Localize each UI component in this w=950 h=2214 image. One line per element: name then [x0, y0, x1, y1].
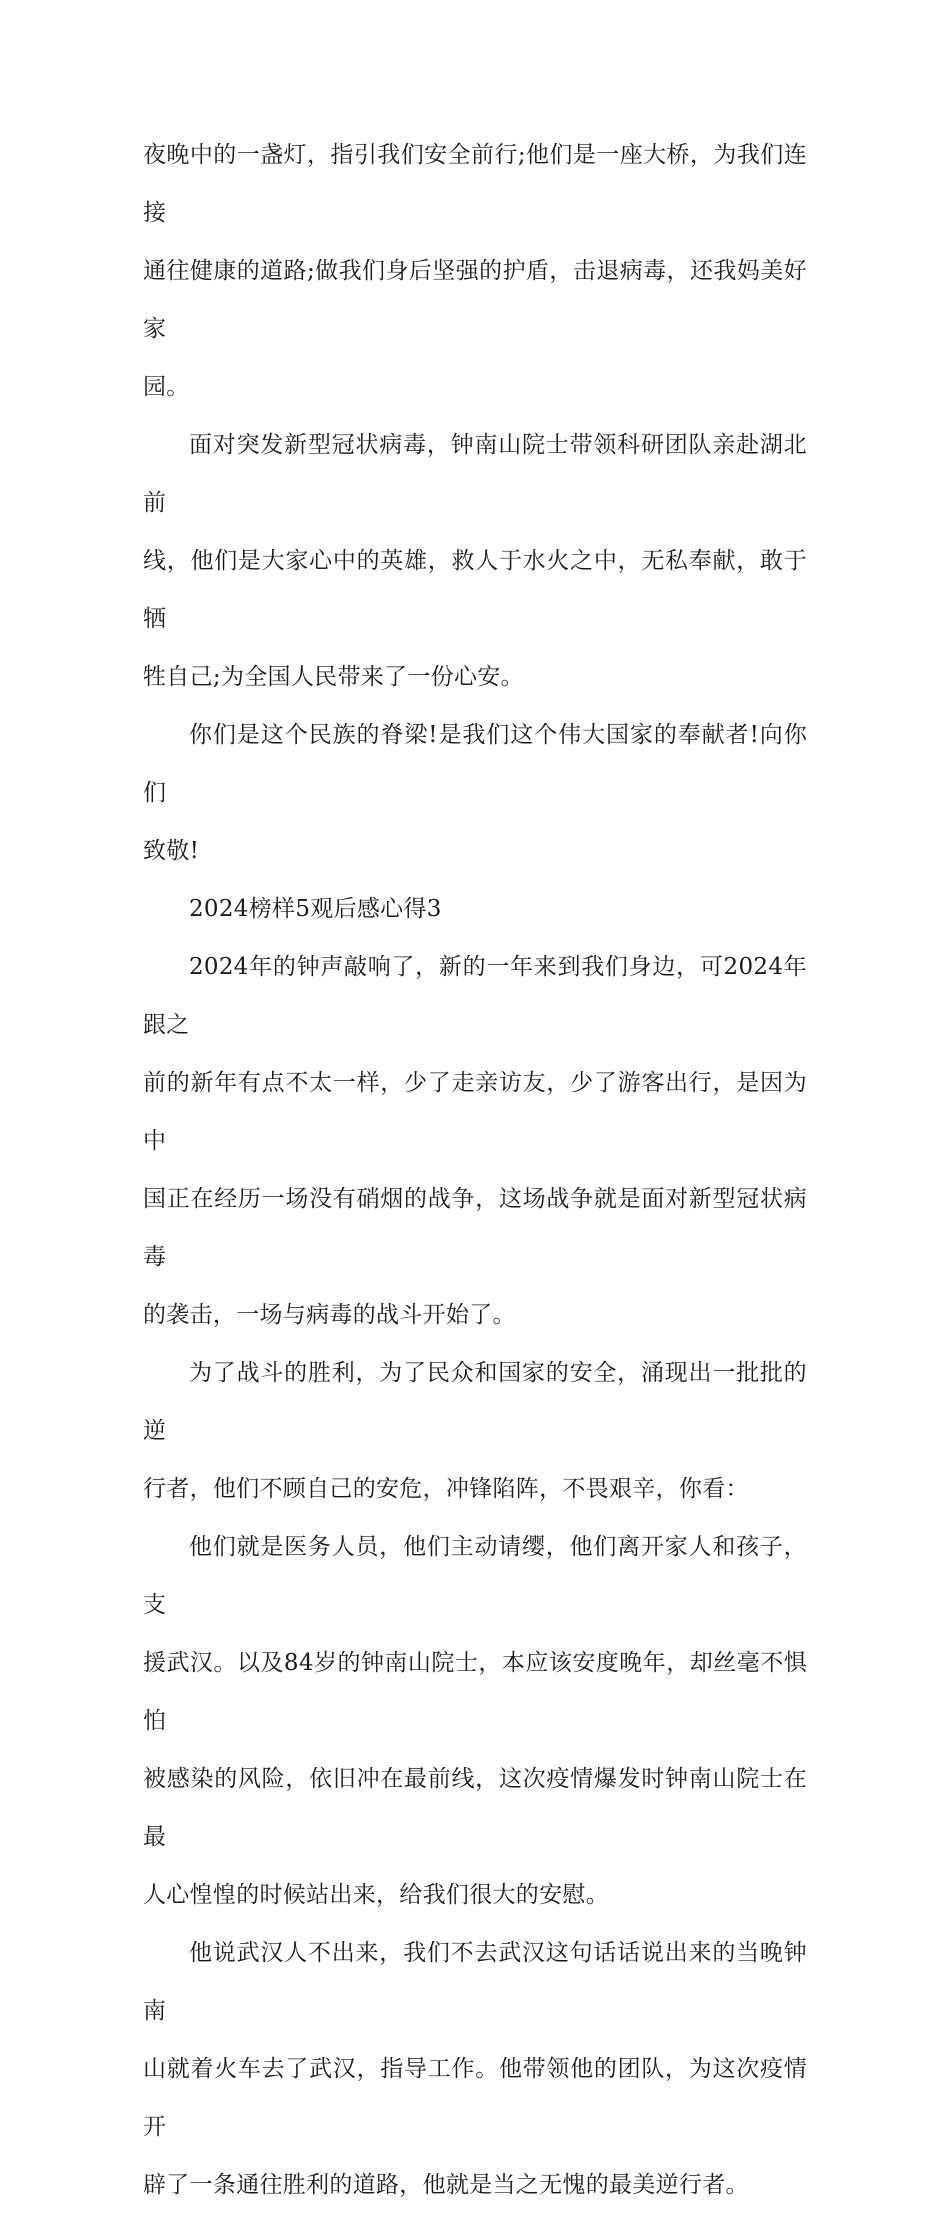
paragraph: [143, 938, 807, 1344]
text-line: 前的新年有点不太一样，少了走亲访友，少了游客出行，是因为中: [143, 1070, 807, 1154]
text-line: 的袭击，一场与病毒的战斗开始了。: [143, 1302, 516, 1328]
paragraph: [143, 1518, 807, 1924]
text-line: 2024榜样5观后感心得3: [189, 896, 442, 922]
text-line: 国正在经历一场没有硝烟的战争，这场战争就是面对新型冠状病毒: [143, 1186, 807, 1270]
text-line: 面对突发新型冠状病毒，钟南山院士带领科研团队亲赴湖北前: [143, 432, 807, 516]
text-line: 为了战斗的胜利，为了民众和国家的安全，涌现出一批批的逆: [143, 1360, 807, 1444]
text-line: 致敬!: [143, 838, 200, 864]
text-line: 牲自己;为全国人民带来了一份心安。: [143, 664, 524, 690]
text-line: 线，他们是大家心中的英雄，救人于水火之中，无私奉献，敢于牺: [143, 548, 807, 632]
text-line: 他们就是医务人员，他们主动请缨，他们离开家人和孩子，支: [143, 1534, 807, 1618]
text-line: 通往健康的道路;做我们身后坚强的护盾，击退病毒，还我妈美好家: [143, 258, 807, 342]
paragraph: [143, 880, 807, 938]
text-line: 被感染的风险，依旧冲在最前线，这次疫情爆发时钟南山院士在最: [143, 1766, 807, 1850]
text-line: 辟了一条通往胜利的道路，他就是当之无愧的最美逆行者。: [143, 2172, 749, 2198]
text-line: 他说武汉人不出来，我们不去武汉这句话话说出来的当晚钟南: [143, 1940, 807, 2024]
document-body: [143, 126, 807, 2214]
text-line: 人心惶惶的时候站出来，给我们很大的安慰。: [143, 1882, 609, 1908]
paragraph: [143, 706, 807, 880]
text-line: 行者，他们不顾自己的安危，冲锋陷阵，不畏艰辛，你看：: [143, 1476, 749, 1502]
paragraph: [143, 126, 807, 416]
paragraph: [143, 1344, 807, 1518]
text-line: 你们是这个民族的脊梁!是我们这个伟大国家的奉献者!向你们: [143, 722, 807, 806]
text-line: 援武汉。以及84岁的钟南山院士，本应该安度晚年，却丝毫不惧怕: [143, 1650, 807, 1734]
paragraph: [143, 1924, 807, 2214]
paragraph: [143, 416, 807, 706]
text-line: 2024年的钟声敲响了，新的一年来到我们身边，可2024年跟之: [143, 954, 807, 1038]
text-line: 山就着火车去了武汉，指导工作。他带领他的团队，为这次疫情开: [143, 2056, 807, 2140]
text-line: 夜晚中的一盏灯，指引我们安全前行;他们是一座大桥，为我们连接: [143, 142, 807, 226]
text-line: 园。: [143, 374, 190, 400]
